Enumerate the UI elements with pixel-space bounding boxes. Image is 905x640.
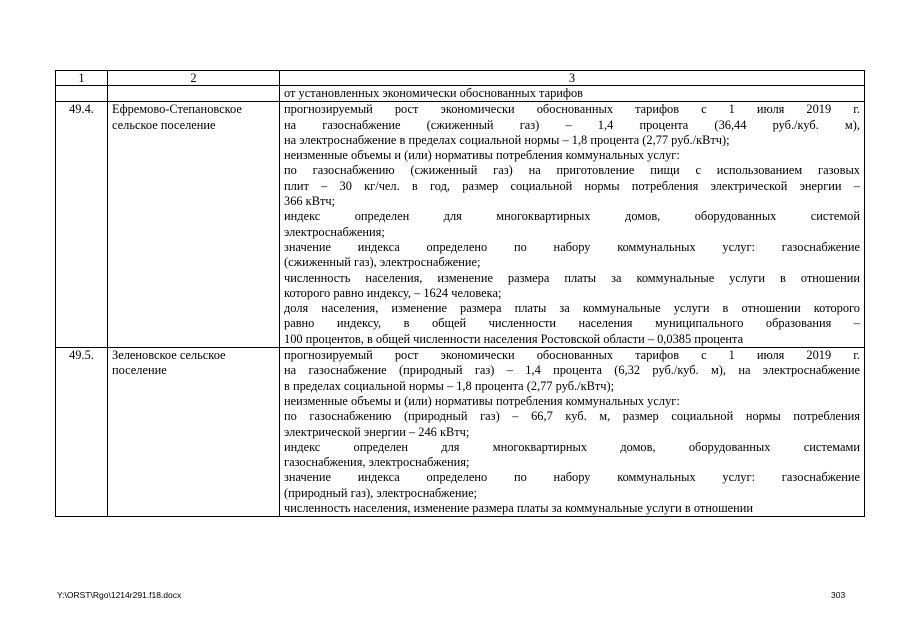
continuation-row: [56, 86, 865, 102]
settlement-name: Зеленовское сельское поселение: [108, 348, 280, 517]
description-line: доля населения, изменение размера платы за коммунальные услуги в отношении которого: [284, 301, 860, 316]
row-number: 49.4.: [56, 102, 108, 348]
description-line: на электроснабжение в пределах социальной нормы – 1,8 процента (2,77 руб./кВтч);: [284, 132, 730, 147]
description-line: по газоснабжению (сжиженный газ) на приготовление пищи с использованием газовых: [284, 163, 860, 178]
row-description: [280, 102, 865, 348]
description-line: прогнозируемый рост экономически обоснованных тарифов с 1 июля 2019 г.: [284, 348, 860, 363]
footer-page-number: 303: [831, 590, 846, 600]
description-line: индекс определен для многоквартирных домов, оборудованных системой: [284, 209, 860, 224]
description-line: равно индексу, в общей численности населения муниципального образования –: [284, 316, 860, 331]
description-line: по газоснабжению (природный газ) – 66,7 куб. м, размер социальной нормы потребления: [284, 409, 860, 424]
description-line: значение индекса определено по набору коммунальных услуг: газоснабжение: [284, 239, 860, 254]
table-row-49-5: [56, 348, 865, 517]
row-description: [280, 348, 865, 517]
description-line: индекс определен для многоквартирных домов, оборудованных системами: [284, 439, 860, 454]
description-line: 100 процентов, в общей численности населения Ростовской области – 0,0385 процента: [284, 331, 744, 346]
description-line: значение индекса определено по набору коммунальных услуг: газоснабжение: [284, 470, 860, 485]
description-line: 366 кВтч;: [284, 194, 336, 209]
description-line: численность населения, изменение размера платы за коммунальные услуги в отношении: [284, 270, 860, 285]
description-line: (сжиженный газ), электроснабжение;: [284, 255, 481, 270]
description-line: (природный газ), электроснабжение;: [284, 485, 478, 500]
header-col-3: 3: [280, 71, 865, 86]
continuation-text: от установленных экономически обоснованных тарифов: [280, 86, 865, 102]
tariff-table: [55, 70, 865, 517]
description-line: электроснабжения;: [284, 224, 385, 239]
description-line: на газоснабжение (сжиженный газ) – 1,4 процента (36,44 руб./куб. м),: [284, 117, 860, 132]
description-line: неизменные объемы и (или) нормативы потребления коммунальных услуг:: [284, 148, 680, 163]
description-line: в пределах социальной нормы – 1,8 процента (2,77 руб./кВтч);: [284, 378, 615, 393]
footer-file-path: Y:\ORST\Rgo\1214r291.f18.docx: [57, 590, 182, 600]
header-col-2: 2: [108, 71, 280, 86]
description-line: газоснабжения, электроснабжения;: [284, 455, 470, 470]
description-line: неизменные объемы и (или) нормативы потребления коммунальных услуг:: [284, 393, 680, 408]
row-number: 49.5.: [56, 348, 108, 517]
settlement-name: Ефремово-Степановское сельское поселение: [108, 102, 280, 348]
table-header-row: [56, 71, 865, 86]
description-line: которого равно индексу, – 1624 человека;: [284, 285, 502, 300]
description-line: численность населения, изменение размера платы за коммунальные услуги в отношении: [284, 501, 754, 516]
header-col-1: 1: [56, 71, 108, 86]
description-line: прогнозируемый рост экономически обоснованных тарифов с 1 июля 2019 г.: [284, 102, 860, 117]
page-bottom-margin: [0, 574, 905, 640]
description-line: плит – 30 кг/чел. в год, размер социальной нормы потребления электрической энергии –: [284, 178, 860, 193]
table-row-49-4: [56, 102, 865, 348]
description-line: электрической энергии – 246 кВтч;: [284, 424, 470, 439]
description-line: на газоснабжение (природный газ) – 1,4 процента (6,32 руб./куб. м), на электроснабжение: [284, 363, 860, 378]
